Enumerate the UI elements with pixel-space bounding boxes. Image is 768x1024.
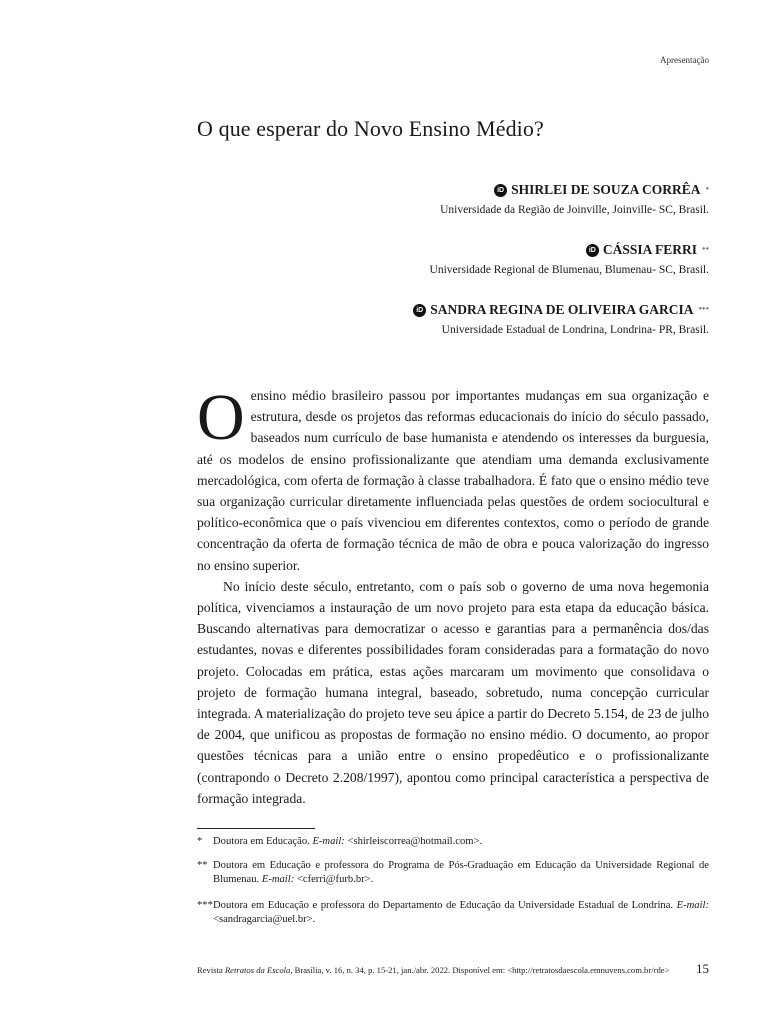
citation-text: , Brasília, v. 16, n. 34, p. 15-21, jan./abr. 2022. Disponível em: <http://retratosdaescola.emnuvens.com.br/rde> [290,965,670,975]
footnote-description: Doutora em Educação e professora do Programa de Pós-Graduação em Educação da Universidade Regional de Blumenau. [213,860,709,885]
article-body [197,381,709,809]
email-address[interactable]: <cferri@furb.br>. [296,874,374,885]
footnote-mark: * [197,836,203,847]
section-label: Apresentação [660,55,709,65]
journal-prefix: Revista [197,965,223,975]
footnote-divider [197,828,315,829]
author-name: SANDRA REGINA DE OLIVEIRA GARCIA [430,302,694,317]
orcid-icon[interactable]: iD [413,304,426,317]
paragraph-1-text: ensino médio brasileiro passou por importantes mudanças em sua organização e estrutura, desde os projetos das reformas educacionais do início do século passado, baseados num currículo de base humanista e atendendo os interesses da burguesia, até os modelos de ensino profissionalizante que atendiam uma demanda exclusivamente mercadológica, com oferta de formação à classe trabalhadora. É fato que o ensino médio teve sua organização curricular diretamente influenciada pelas questões de ordem sociocultural e político-econômica que o país vivenciou em diferentes contextos, como o período de grande concentração da oferta de formação técnica de mão de obra e pouca valorização do ingresso no ensino superior. [197,388,709,573]
footnote-2 [197,859,709,887]
author-block-3 [413,302,709,336]
author-name-row [413,302,709,318]
author-name-row [430,242,709,258]
footnote-text [213,899,709,927]
author-block-2 [430,242,709,276]
footnote-description: Doutora em Educação e professora do Departamento de Educação da Universidade Estadual de Londrina. [213,900,674,911]
article-title: O que esperar do Novo Ensino Médio? [197,116,544,141]
author-affiliation: Universidade da Região de Joinville, Joinville- SC, Brasil. [440,204,709,216]
author-footnote-mark: * [705,186,709,194]
email-address[interactable]: <sandragarcia@uel.br>. [213,914,316,925]
journal-name: Retratos da Escola [224,965,291,975]
orcid-icon[interactable]: iD [494,184,507,197]
paragraph-1 [197,381,709,576]
author-footnote-mark: ** [702,246,709,254]
author-name-row [440,182,709,198]
author-affiliation: Universidade Regional de Blumenau, Blumenau- SC, Brasil. [429,264,709,276]
author-name: SHIRLEI DE SOUZA CORRÊA [511,182,701,197]
author-block-1 [440,182,709,216]
author-footnote-mark: *** [698,306,709,314]
footnote-3 [197,899,709,927]
footnote-mark: *** [197,900,213,911]
footnote-text [213,859,709,887]
author-name: CÁSSIA FERRI [602,242,697,257]
email-address[interactable]: <shirleiscorrea@hotmail.com>. [347,836,483,847]
orcid-icon[interactable]: iD [586,244,599,257]
footnote-text [213,835,709,849]
footnote-1 [197,835,709,849]
footnote-mark: ** [197,860,208,871]
drop-cap: O [197,381,245,454]
email-label: E-mail: [676,900,709,911]
paragraph-2: No início deste século, entretanto, com o país sob o governo de uma nova hegemonia política, vivenciamos a instauração de um novo projeto para esta etapa da educação básica. Buscando alternativas para democratizar o acesso e garantias para a permanência dos/das estudantes, novas e diferentes possibilidades foram consideradas para a formatação do novo projeto. Colocadas em prática, estas ações marcaram um movimento que consolidava o projeto de formação humana integral, baseado, sobretudo, numa concepção curricular integrada. A materialização do projeto teve seu ápice a partir do Decreto 5.154, de 23 de julho de 2004, que unificou as propostas de formação no ensino médio. O documento, ao propor questões técnicas para a união entre o ensino propedêutico e o profissionalizante (contrapondo o Decreto 2.208/1997), apontou como principal característica a perspectiva de formação integrada. [197,578,709,806]
page-footer-citation [197,965,669,975]
email-label: E-mail: [261,874,295,885]
email-label: E-mail: [312,836,345,847]
page-number: 15 [696,961,709,976]
footnote-description: Doutora em Educação. [213,836,310,847]
author-affiliation: Universidade Estadual de Londrina, Londrina- PR, Brasil. [441,324,709,336]
